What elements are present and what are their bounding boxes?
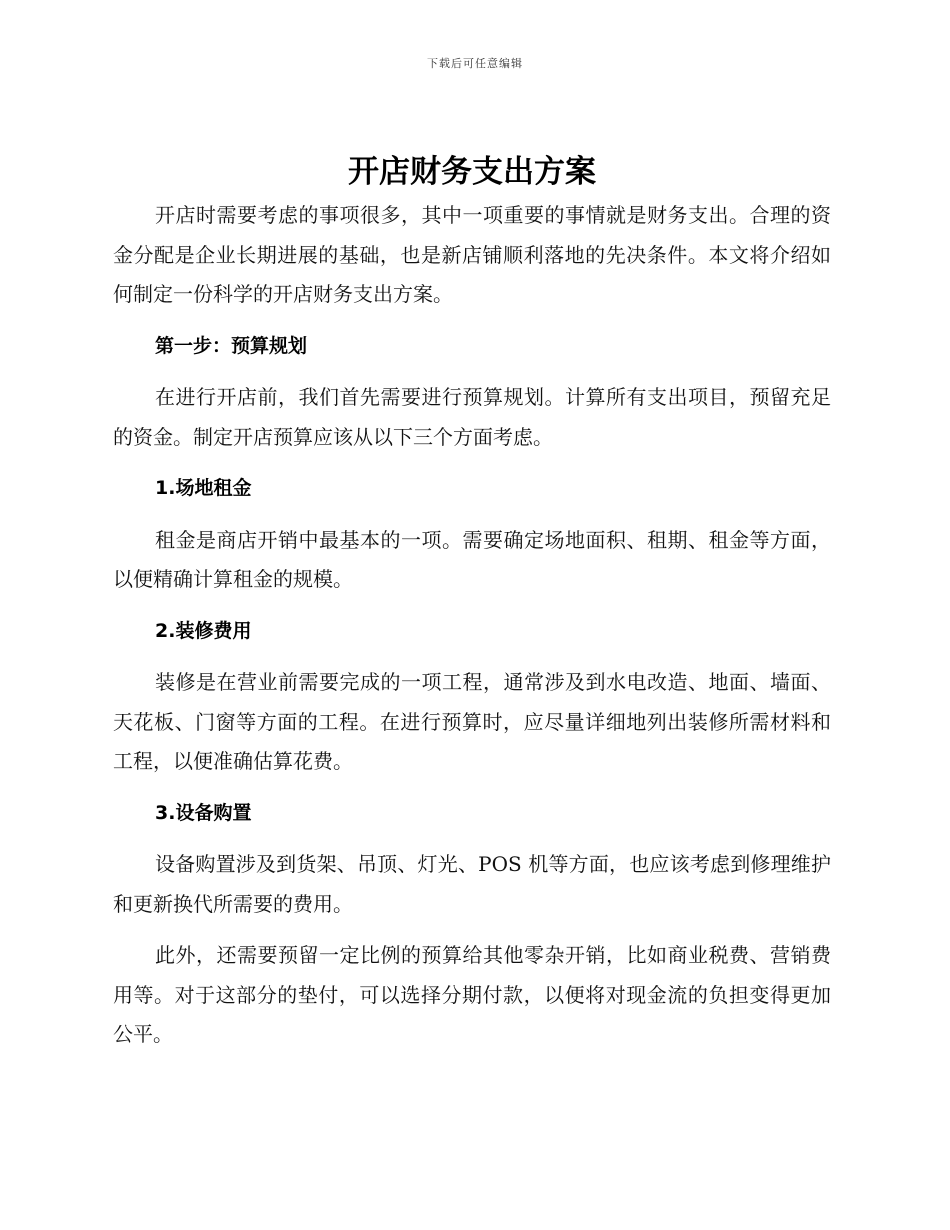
step1-heading: 第一步：预算规划 <box>155 334 308 357</box>
item-paragraph-rent: 租金是商店开销中最基本的一项。需要确定场地面积、租期、租金等方面，以便精确计算租金的规模。 <box>113 527 831 591</box>
item-paragraph-renovation: 装修是在营业前需要完成的一项工程，通常涉及到水电改造、地面、墙面、天花板、门窗等方面的工程。在进行预算时，应尽量详细地列出装修所需材料和工程，以便准确估算花费。 <box>113 670 831 773</box>
item-paragraph-equipment: 设备购置涉及到货架、吊顶、灯光、POS 机等方面，也应该考虑到修理维护和更新换代所需要的费用。 <box>113 852 831 916</box>
item-heading-rent: 1.场地租金 <box>155 477 252 499</box>
document-body <box>113 150 831 1067</box>
item-heading-renovation: 2.装修费用 <box>155 619 252 642</box>
intro-paragraph: 开店时需要考虑的事项很多，其中一项重要的事情就是财务支出。合理的资金分配是企业长期进展的基础，也是新店铺顺利落地的先决条件。本文将介绍如何制定一份科学的开店财务支出方案。 <box>113 203 831 306</box>
document-title: 开店财务支出方案 <box>348 154 596 190</box>
item-heading-equipment: 3.设备购置 <box>155 801 252 824</box>
header-note: 下载后可任意编辑 <box>427 57 523 70</box>
closing-paragraph: 此外，还需要预留一定比例的预算给其他零杂开销，比如商业税费、营销费用等。对于这部分的垫付，可以选择分期付款，以便将对现金流的负担变得更加公平。 <box>113 943 831 1046</box>
step1-paragraph: 在进行开店前，我们首先需要进行预算规划。计算所有支出项目，预留充足的资金。制定开店预算应该从以下三个方面考虑。 <box>113 385 831 449</box>
